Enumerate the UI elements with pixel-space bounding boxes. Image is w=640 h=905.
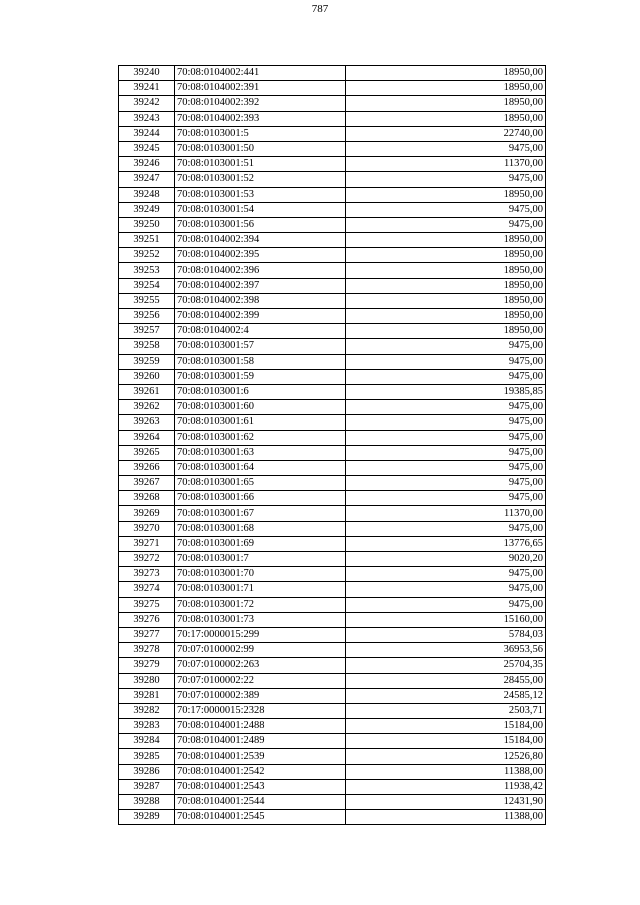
table-row xyxy=(119,491,546,506)
cadastral-number-cell: 70:08:0104002:393 xyxy=(175,111,346,126)
cadastral-number-cell: 70:08:0104002:395 xyxy=(175,248,346,263)
table-row xyxy=(119,309,546,324)
cadastral-number-cell: 70:08:0103001:6 xyxy=(175,384,346,399)
row-number-cell: 39259 xyxy=(119,354,175,369)
value-cell: 13776,65 xyxy=(346,536,546,551)
cadastral-number-cell: 70:08:0104002:441 xyxy=(175,66,346,81)
value-cell: 18950,00 xyxy=(346,248,546,263)
value-cell: 9475,00 xyxy=(346,521,546,536)
table-row xyxy=(119,96,546,111)
cadastral-number-cell: 70:08:0103001:63 xyxy=(175,445,346,460)
table-row xyxy=(119,764,546,779)
row-number-cell: 39255 xyxy=(119,293,175,308)
cadastral-number-cell: 70:08:0104002:394 xyxy=(175,233,346,248)
table-row xyxy=(119,400,546,415)
cadastral-number-cell: 70:07:0100002:389 xyxy=(175,688,346,703)
row-number-cell: 39282 xyxy=(119,703,175,718)
row-number-cell: 39277 xyxy=(119,627,175,642)
table-row xyxy=(119,384,546,399)
table-row xyxy=(119,445,546,460)
row-number-cell: 39264 xyxy=(119,430,175,445)
row-number-cell: 39286 xyxy=(119,764,175,779)
table-row xyxy=(119,567,546,582)
row-number-cell: 39253 xyxy=(119,263,175,278)
table-row xyxy=(119,369,546,384)
row-number-cell: 39285 xyxy=(119,749,175,764)
table-row xyxy=(119,612,546,627)
value-cell: 9475,00 xyxy=(346,141,546,156)
cadastral-number-cell: 70:08:0103001:56 xyxy=(175,217,346,232)
value-cell: 9475,00 xyxy=(346,430,546,445)
value-cell: 9475,00 xyxy=(346,217,546,232)
value-cell: 9475,00 xyxy=(346,597,546,612)
cadastral-number-cell: 70:08:0104001:2545 xyxy=(175,810,346,825)
cadastral-number-cell: 70:08:0103001:58 xyxy=(175,354,346,369)
cadastral-number-cell: 70:08:0103001:73 xyxy=(175,612,346,627)
table-row xyxy=(119,141,546,156)
table-row xyxy=(119,658,546,673)
value-cell: 11388,00 xyxy=(346,764,546,779)
row-number-cell: 39251 xyxy=(119,233,175,248)
table-row xyxy=(119,506,546,521)
cadastral-number-cell: 70:08:0104001:2544 xyxy=(175,795,346,810)
value-cell: 15160,00 xyxy=(346,612,546,627)
row-number-cell: 39280 xyxy=(119,673,175,688)
cadastral-number-cell: 70:08:0104001:2543 xyxy=(175,779,346,794)
table-row xyxy=(119,233,546,248)
cadastral-number-cell: 70:08:0103001:7 xyxy=(175,552,346,567)
value-cell: 25704,35 xyxy=(346,658,546,673)
table-row xyxy=(119,187,546,202)
table-row xyxy=(119,627,546,642)
table-row xyxy=(119,354,546,369)
value-cell: 18950,00 xyxy=(346,96,546,111)
table-row xyxy=(119,81,546,96)
table-row xyxy=(119,643,546,658)
cadastral-number-cell: 70:08:0103001:65 xyxy=(175,476,346,491)
row-number-cell: 39276 xyxy=(119,612,175,627)
row-number-cell: 39252 xyxy=(119,248,175,263)
cadastral-number-cell: 70:08:0104001:2542 xyxy=(175,764,346,779)
value-cell: 18950,00 xyxy=(346,66,546,81)
cadastral-number-cell: 70:08:0103001:66 xyxy=(175,491,346,506)
cadastral-number-cell: 70:08:0104002:397 xyxy=(175,278,346,293)
row-number-cell: 39266 xyxy=(119,460,175,475)
table-row xyxy=(119,263,546,278)
row-number-cell: 39257 xyxy=(119,324,175,339)
cadastral-number-cell: 70:08:0103001:54 xyxy=(175,202,346,217)
table-row xyxy=(119,719,546,734)
cadastral-number-cell: 70:08:0103001:64 xyxy=(175,460,346,475)
cadastral-number-cell: 70:07:0100002:22 xyxy=(175,673,346,688)
page-number: 787 xyxy=(311,3,329,15)
row-number-cell: 39289 xyxy=(119,810,175,825)
row-number-cell: 39288 xyxy=(119,795,175,810)
row-number-cell: 39271 xyxy=(119,536,175,551)
value-cell: 11370,00 xyxy=(346,506,546,521)
cadastral-number-cell: 70:08:0104001:2489 xyxy=(175,734,346,749)
table-row xyxy=(119,111,546,126)
row-number-cell: 39240 xyxy=(119,66,175,81)
row-number-cell: 39261 xyxy=(119,384,175,399)
cadastral-number-cell: 70:08:0103001:70 xyxy=(175,567,346,582)
row-number-cell: 39258 xyxy=(119,339,175,354)
value-cell: 9475,00 xyxy=(346,460,546,475)
table-row xyxy=(119,795,546,810)
table-row xyxy=(119,749,546,764)
cadastral-number-cell: 70:08:0104001:2488 xyxy=(175,719,346,734)
table-row xyxy=(119,172,546,187)
value-cell: 15184,00 xyxy=(346,734,546,749)
table-row xyxy=(119,202,546,217)
table-row xyxy=(119,521,546,536)
table-row xyxy=(119,126,546,141)
table-row xyxy=(119,217,546,232)
cadastral-number-cell: 70:08:0103001:69 xyxy=(175,536,346,551)
cadastral-number-cell: 70:08:0104002:391 xyxy=(175,81,346,96)
value-cell: 5784,03 xyxy=(346,627,546,642)
row-number-cell: 39248 xyxy=(119,187,175,202)
value-cell: 22740,00 xyxy=(346,126,546,141)
row-number-cell: 39241 xyxy=(119,81,175,96)
row-number-cell: 39269 xyxy=(119,506,175,521)
table-row xyxy=(119,688,546,703)
cadastral-number-cell: 70:08:0103001:51 xyxy=(175,157,346,172)
cadastral-number-cell: 70:08:0104002:398 xyxy=(175,293,346,308)
row-number-cell: 39279 xyxy=(119,658,175,673)
row-number-cell: 39256 xyxy=(119,309,175,324)
table-row xyxy=(119,324,546,339)
row-number-cell: 39249 xyxy=(119,202,175,217)
row-number-cell: 39242 xyxy=(119,96,175,111)
cadastral-number-cell: 70:07:0100002:263 xyxy=(175,658,346,673)
row-number-cell: 39267 xyxy=(119,476,175,491)
value-cell: 24585,12 xyxy=(346,688,546,703)
row-number-cell: 39245 xyxy=(119,141,175,156)
row-number-cell: 39287 xyxy=(119,779,175,794)
table-row xyxy=(119,460,546,475)
value-cell: 9475,00 xyxy=(346,369,546,384)
cadastral-number-cell: 70:08:0103001:57 xyxy=(175,339,346,354)
value-cell: 36953,56 xyxy=(346,643,546,658)
table-row xyxy=(119,157,546,172)
value-cell: 9475,00 xyxy=(346,415,546,430)
cadastral-number-cell: 70:08:0103001:5 xyxy=(175,126,346,141)
row-number-cell: 39263 xyxy=(119,415,175,430)
value-cell: 11938,42 xyxy=(346,779,546,794)
cadastral-number-cell: 70:08:0104002:396 xyxy=(175,263,346,278)
value-cell: 18950,00 xyxy=(346,187,546,202)
value-cell: 9475,00 xyxy=(346,476,546,491)
row-number-cell: 39274 xyxy=(119,582,175,597)
value-cell: 18950,00 xyxy=(346,278,546,293)
row-number-cell: 39284 xyxy=(119,734,175,749)
cadastral-number-cell: 70:17:0000015:299 xyxy=(175,627,346,642)
table-row xyxy=(119,430,546,445)
value-cell: 9475,00 xyxy=(346,354,546,369)
table-row xyxy=(119,66,546,81)
table-row xyxy=(119,248,546,263)
cadastral-number-cell: 70:08:0103001:61 xyxy=(175,415,346,430)
value-cell: 12431,90 xyxy=(346,795,546,810)
value-cell: 12526,80 xyxy=(346,749,546,764)
cadastral-number-cell: 70:08:0103001:50 xyxy=(175,141,346,156)
cadastral-number-cell: 70:08:0103001:53 xyxy=(175,187,346,202)
cadastral-number-cell: 70:08:0104002:4 xyxy=(175,324,346,339)
table-row xyxy=(119,552,546,567)
value-cell: 9020,20 xyxy=(346,552,546,567)
cadastral-number-cell: 70:08:0103001:52 xyxy=(175,172,346,187)
cadastral-number-cell: 70:08:0103001:59 xyxy=(175,369,346,384)
table-row xyxy=(119,476,546,491)
row-number-cell: 39254 xyxy=(119,278,175,293)
table-row xyxy=(119,278,546,293)
cadastral-number-cell: 70:08:0104001:2539 xyxy=(175,749,346,764)
value-cell: 18950,00 xyxy=(346,233,546,248)
row-number-cell: 39244 xyxy=(119,126,175,141)
value-cell: 2503,71 xyxy=(346,703,546,718)
value-cell: 18950,00 xyxy=(346,81,546,96)
table-row xyxy=(119,703,546,718)
value-cell: 18950,00 xyxy=(346,293,546,308)
cadastral-number-cell: 70:08:0103001:72 xyxy=(175,597,346,612)
table-row xyxy=(119,597,546,612)
value-cell: 9475,00 xyxy=(346,400,546,415)
cadastral-number-cell: 70:08:0103001:60 xyxy=(175,400,346,415)
table-row xyxy=(119,810,546,825)
value-cell: 9475,00 xyxy=(346,339,546,354)
value-cell: 9475,00 xyxy=(346,567,546,582)
table-row xyxy=(119,415,546,430)
value-cell: 18950,00 xyxy=(346,324,546,339)
cadastral-number-cell: 70:08:0103001:67 xyxy=(175,506,346,521)
value-cell: 11370,00 xyxy=(346,157,546,172)
cadastral-number-cell: 70:08:0103001:68 xyxy=(175,521,346,536)
table-body xyxy=(119,66,546,825)
row-number-cell: 39243 xyxy=(119,111,175,126)
cadastral-number-cell: 70:08:0103001:62 xyxy=(175,430,346,445)
row-number-cell: 39247 xyxy=(119,172,175,187)
row-number-cell: 39281 xyxy=(119,688,175,703)
table-row xyxy=(119,536,546,551)
row-number-cell: 39275 xyxy=(119,597,175,612)
value-cell: 15184,00 xyxy=(346,719,546,734)
cadastral-number-cell: 70:08:0104002:399 xyxy=(175,309,346,324)
value-cell: 18950,00 xyxy=(346,309,546,324)
cadastral-number-cell: 70:07:0100002:99 xyxy=(175,643,346,658)
row-number-cell: 39268 xyxy=(119,491,175,506)
row-number-cell: 39246 xyxy=(119,157,175,172)
row-number-cell: 39262 xyxy=(119,400,175,415)
row-number-cell: 39273 xyxy=(119,567,175,582)
table-row xyxy=(119,779,546,794)
table-row xyxy=(119,339,546,354)
row-number-cell: 39272 xyxy=(119,552,175,567)
value-cell: 18950,00 xyxy=(346,263,546,278)
value-cell: 9475,00 xyxy=(346,172,546,187)
row-number-cell: 39283 xyxy=(119,719,175,734)
value-cell: 9475,00 xyxy=(346,202,546,217)
value-cell: 19385,85 xyxy=(346,384,546,399)
row-number-cell: 39260 xyxy=(119,369,175,384)
row-number-cell: 39270 xyxy=(119,521,175,536)
row-number-cell: 39278 xyxy=(119,643,175,658)
registry-table xyxy=(118,65,546,825)
value-cell: 28455,00 xyxy=(346,673,546,688)
table-row xyxy=(119,734,546,749)
row-number-cell: 39250 xyxy=(119,217,175,232)
value-cell: 9475,00 xyxy=(346,445,546,460)
value-cell: 9475,00 xyxy=(346,491,546,506)
value-cell: 9475,00 xyxy=(346,582,546,597)
cadastral-number-cell: 70:17:0000015:2328 xyxy=(175,703,346,718)
table-row xyxy=(119,293,546,308)
value-cell: 18950,00 xyxy=(346,111,546,126)
row-number-cell: 39265 xyxy=(119,445,175,460)
cadastral-number-cell: 70:08:0103001:71 xyxy=(175,582,346,597)
table-row xyxy=(119,582,546,597)
table-row xyxy=(119,673,546,688)
cadastral-number-cell: 70:08:0104002:392 xyxy=(175,96,346,111)
value-cell: 11388,00 xyxy=(346,810,546,825)
